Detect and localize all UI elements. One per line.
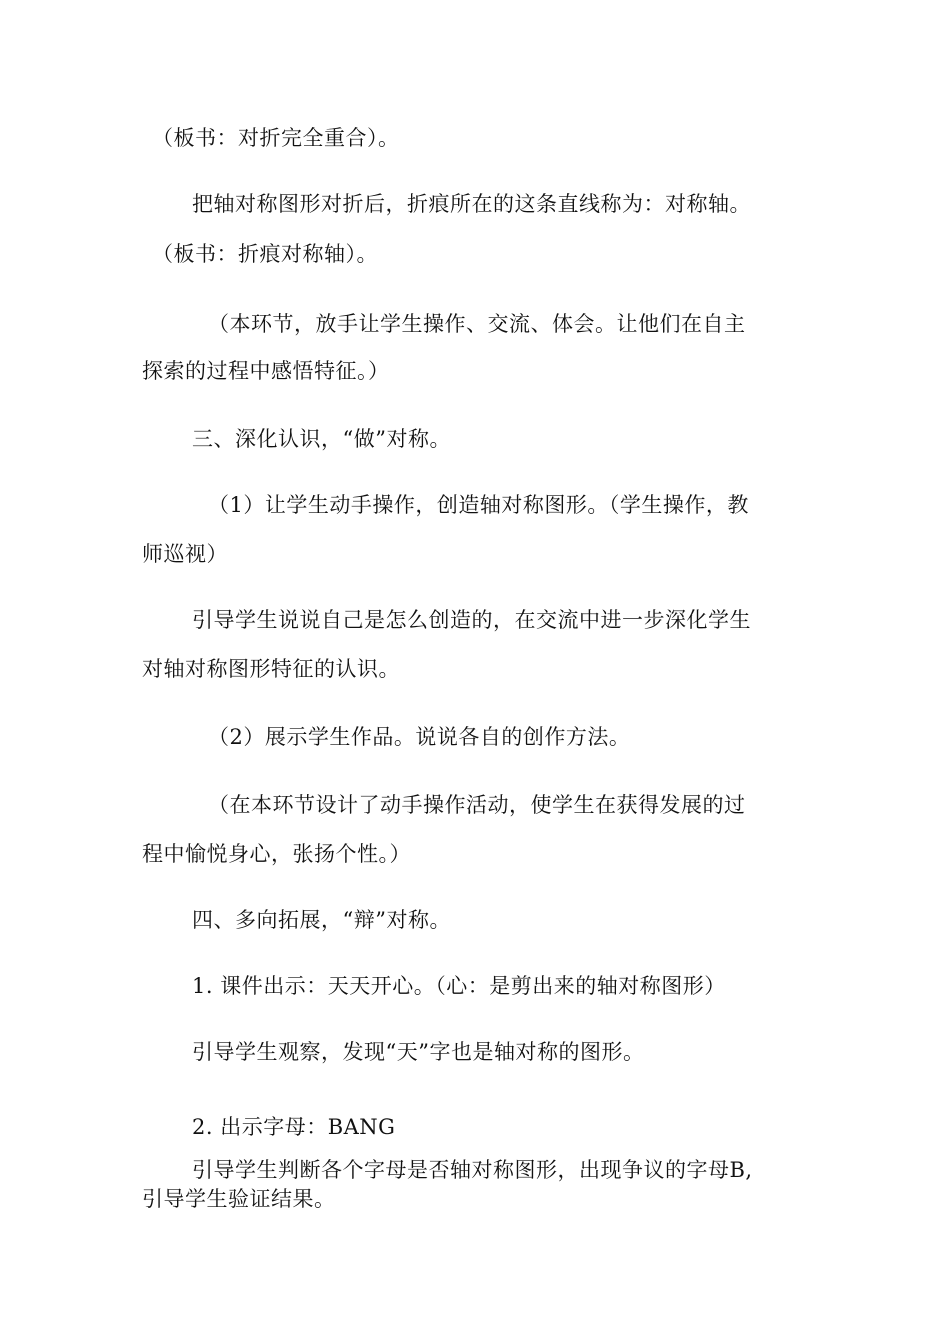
text-line: 程中愉悦身心，张扬个性。）: [142, 842, 411, 866]
text-line: （本环节，放手让学生操作、交流、体会。让他们在自主: [208, 312, 746, 336]
text-line: 对轴对称图形特征的认识。: [142, 657, 400, 681]
text-line: 师巡视）: [142, 542, 228, 566]
text-line: 2. 出示字母：BANG: [192, 1115, 396, 1139]
text-line: 引导学生验证结果。: [142, 1187, 336, 1211]
section-heading: 三、深化认识，“做”对称。: [192, 427, 451, 451]
text-line: 引导学生观察，发现“天”字也是轴对称的图形。: [192, 1040, 645, 1064]
text-line: 探索的过程中感悟特征。）: [142, 359, 390, 383]
text-line: （在本环节设计了动手操作活动，使学生在获得发展的过: [208, 793, 746, 817]
section-heading: 四、多向拓展，“辩”对称。: [192, 908, 451, 932]
text-line: （板书：折痕对称轴）。: [152, 242, 378, 266]
text-line: 1. 课件出示：天天开心。（心：是剪出来的轴对称图形）: [192, 974, 726, 998]
text-line: 把轴对称图形对折后，折痕所在的这条直线称为：对称轴。: [192, 192, 751, 216]
text-line: （板书：对折完全重合）。: [152, 126, 400, 150]
text-line: （2）展示学生作品。说说各自的创作方法。: [208, 725, 631, 749]
text-line: （1）让学生动手操作，创造轴对称图形。（学生操作，教: [208, 493, 749, 517]
text-line: 引导学生说说自己是怎么创造的，在交流中进一步深化学生: [192, 608, 751, 632]
text-line: 引导学生判断各个字母是否轴对称图形，出现争议的字母B,: [192, 1158, 753, 1182]
